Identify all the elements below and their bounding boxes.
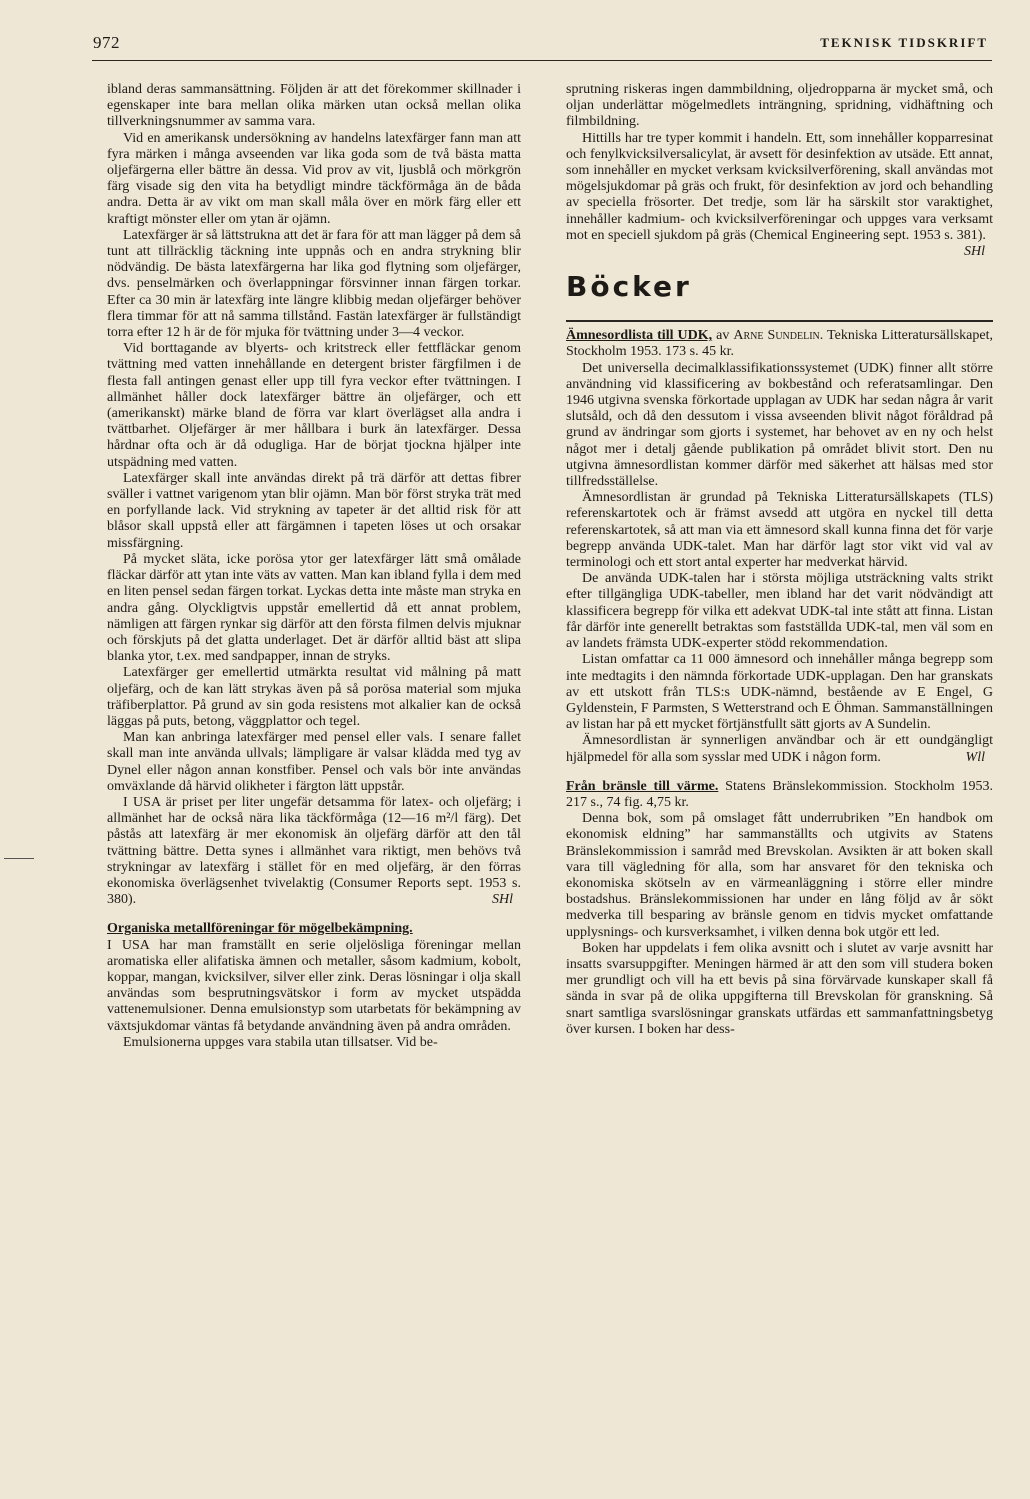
book-entry-header bbox=[566, 328, 993, 360]
section-heading: Organiska metallföreningar för mögelbekämpning. bbox=[107, 921, 413, 937]
books-divider bbox=[566, 320, 993, 322]
spacer bbox=[566, 766, 993, 779]
right-column bbox=[566, 82, 993, 1038]
page-number: 972 bbox=[93, 33, 120, 52]
paragraph: Man kan anbringa latexfärger med pensel eller vals. I senare fallet skall man inte använda ullvals; lämpligare är valsar klädda med tyg av Dynel eller någon annan konstfiber. Pensel och vals bör inte användas omväxlande då härvid olikheter i färgton lätt uppstår. bbox=[107, 730, 521, 794]
book-author: Arne Sundelin bbox=[733, 328, 820, 344]
paragraph-text: Ämnesordlistan är synnerligen användbar och är ett oundgängligt hjälpmedel för alla som sysslar med UDK i någon form. bbox=[566, 733, 993, 765]
paragraph: Boken har uppdelats i fem olika avsnitt och i slutet av varje avsnitt har insatts svarsuppgifter. Meningen härmed är att den som vill studera boken mer grundligt och vill ha ett bevis på sina förvärvade kunskaper skall få sända in svar på de olika uppgifterna till Brevskolan för granskning. Så snart samtliga svarslösningar granskats utfärdas ett sammanfattningsbetyg över kursen. I boken har dess- bbox=[566, 940, 993, 1037]
paragraph: I USA har man framställt en serie oljelösliga föreningar mellan aromatiska eller alifatiska ämnen och metaller, såsom kadmium, kobolt, koppar, mangan, kvicksilver, silver eller zink. Deras lösningar i olja skall användas som besprutningsvätskor i form av mycket utspädda vattenemulsioner. Denna emulsionstyp som utarbetats för bekämpning av växtsjukdomar väntas få betydande användning även på andra områden. bbox=[107, 937, 521, 1034]
author-signature: Wll bbox=[965, 749, 985, 765]
book-by: av bbox=[712, 328, 734, 344]
books-section-heading: Böcker bbox=[566, 270, 692, 304]
paragraph: Denna bok, som på omslaget fått underrubriken ”En handbok om ekonomisk eldning” har sammanställts och utgivits av Statens Bränslekommission i samråd med Brevskolan. Avsikten är att boken skall vara till vägledning för alla, som har ansvaret för den tekniska och ekonomiska skötseln av en värmeanläggning i större eller mindre bostadshus. Bränslekommissionen har under en lång följd av år sökt medverka till besparing av bränsle genom en tidvis mycket omfattande upplysnings- och kursverksamhet, i vilken denna bok utgör ett led. bbox=[566, 811, 993, 940]
book-publication: Statens Bränslekommission. Stockholm 1953. 217 s., 74 fig. 4,75 kr. bbox=[566, 778, 993, 810]
author-signature: SHl bbox=[964, 244, 985, 260]
paragraph: Emulsionerna uppges vara stabila utan tillsatser. Vid be- bbox=[123, 1034, 438, 1050]
paragraph: Ämnesordlistan är grundad på Tekniska Litteratursällskapets (TLS) referenskartotek och är främst avsedd att utgöra en nyckel till detta referenskartotek, så att man via ett ämnesord skall kunna finna det för varje begrepp använda UDK-talet. Man har därför lagt stor vikt vid val av terminologi och ett stort antal experter har medverkat härvid. bbox=[566, 490, 993, 571]
paragraph bbox=[566, 733, 993, 765]
paragraph bbox=[566, 130, 993, 260]
paragraph: Det universella decimalklassifikationssystemet (UDK) finner allt större användning vid klassificering av bokbestånd och referatsamlingar. Den 1946 utgivna svenska förkortade upplagan av UDK har sedan några år varit slutsåld, och då den dessutom i vissa avseenden blivit något föråldrad på grund av ändringar som gjorts i systemet, har behovet av en ny och helst något mer i detalj gående publikation på området blivit stort. Den nu utgivna ämnesordlistan kommer därför med säkerhet att hälsas med stor tillfredsställelse. bbox=[566, 360, 993, 490]
section-heading-paragraph bbox=[107, 921, 521, 937]
journal-title: TEKNISK TIDSKRIFT bbox=[820, 35, 988, 50]
paragraph-text: Hittills har tre typer kommit i handeln. Ett, som innehåller kopparresinat och fenylkvicksilversalicylat, är avsett för desinfektion av utsäde. Ett annat, som innehåller en mycket verksam kvicksilverförening, skall användas mot mögelsjukdomar på gräs och frukt, för desinfektion av jord och behandling av speciella frösorter. Det tredje, som lär ha särskilt stor varaktighet, innehåller kadmium- och kvicksilverföreningar och uppges vara verksamt mot en speciell sjukdom på gräs (Chemical Engineering sept. 1953 s. 381). bbox=[566, 130, 993, 243]
paragraph: Vid borttagande av blyerts- och kritstreck eller fettfläckar genom tvättning med vatten innehållande en detergent brister färgfilmen i de flesta fall antingen genast eller upp till fyra veckor efter tvättningen. I allmänhet håller dock latexfärger bättre än oljefärger, och ett (amerikanskt) märke bland de förra var klart överlägset alla andra i tvättbarhet. Oljefärger är mer hållbara i burk än latexfärger. Dessa hårdnar ofta och är då odugliga. Har de börjat tjockna hjälper inte utspädning med vatten. bbox=[107, 341, 521, 470]
paragraph-text: I USA är priset per liter ungefär detsamma för latex- och oljefärg; i allmänhet har de också nära lika täckförmåga (12—16 m²/l färg). Det påstås att latexfärg är mer ekonomisk än oljefärg därför att den tål tvättning bättre. Detta synes i allmänhet vara riktigt, men behövs två strykningar av latexfärg i stället för en med oljefärg, är den förras ekonomiska överlägsenhet tvivelaktig (Consumer Reports sept. 1953 s. 380). bbox=[107, 794, 521, 908]
paragraph bbox=[107, 795, 521, 908]
header-divider bbox=[92, 60, 992, 61]
paragraph: De använda UDK-talen har i största möjliga utsträckning valts strikt efter tillgängliga UDK-tabeller, men ibland har det varit nödvändigt att klassificera begrepp för vilka ett adekvat UDK-tal inte stått att finna. Listan får därför inte generellt betraktas som fastställda UDK-tal, men väl som en av landets främsta UDK-experter stödd rekommendation. bbox=[566, 571, 993, 652]
paragraph: På mycket släta, icke porösa ytor ger latexfärger lätt små omålade fläckar därför att ytan inte väts av vatten. Man kan ibland fylla i dem med en liten pensel sedan färgen torkat. Lyckas detta inte måste man stryka en andra gång. Olyckligtvis uppstår emellertid då ett annat problem, nämligen att färgen rynkar sig därför att den första filmen delvis mjuknar och förskjuts på det glatta underlaget. Det är därför alltid bäst att slipa blanka ytor, t.ex. med sandpapper, innan de stryks. bbox=[107, 551, 521, 665]
book-publication: . Tekniska Litteratursällskapet, Stockholm 1953. 173 s. 45 kr. bbox=[566, 328, 993, 360]
paragraph: Latexfärger skall inte användas direkt på trä därför att dettas fibrer sväller i vattnet varigenom ytan blir ojämn. Man bör först stryka trät med en porfyllande lack. Vid strykning av tapeter är det alltid risk för att blåsor skall uppstå eller att färgämnen i tapeten löses ut och orsakar missfärgning. bbox=[107, 470, 521, 551]
paragraph: sprutning riskeras ingen dammbildning, oljedropparna är mycket små, och oljan underlättar mögelmedlets inträngning, spridning, vidhäftning och filmbildning. bbox=[566, 82, 993, 130]
author-signature: SHl bbox=[492, 892, 513, 908]
paragraph: Latexfärger ger emellertid utmärkta resultat vid målning på matt oljefärg, och de kan lätt strykas även på så porösa material som mjuka träfiberplattor. På grund av sin goda resistens mot alkalier kan de också läggas på puts, betong, väggplattor och tegel. bbox=[107, 665, 521, 729]
margin-mark bbox=[4, 858, 34, 859]
paragraph: ibland deras sammansättning. Följden är att det förekommer skillnader i egenskaper inte bara mellan olika märken utan också mellan olika tillverkningsnummer av samma vara. bbox=[107, 82, 521, 130]
spacer bbox=[107, 908, 521, 921]
book-entry-header bbox=[566, 779, 993, 811]
book-title: Ämnesordlista till UDK, bbox=[566, 328, 713, 344]
paragraph: Latexfärger är så lättstrukna att det är fara för att man lägger på dem så tunt att tillräcklig täckning inte uppnås och en andra strykning blir nödvändig. De bästa latexfärgerna har lika god flytning som oljefärger, dvs. penselmärken och överlappningar försvinner innan färgen torkar. Efter ca 30 min är latexfärg inte längre klibbig medan oljefärger behöver flera timmar för att nå samma tillstånd. Fastän latexfärger är fullständigt torra efter 12 h är de för mjuka för tvättning under 3—4 veckor. bbox=[107, 227, 521, 341]
left-column bbox=[107, 82, 521, 1051]
book-title: Från bränsle till värme. bbox=[566, 778, 719, 794]
paragraph: Vid en amerikansk undersökning av handelns latexfärger fann man att fyra märken i många avseenden var lika goda som de två bästa matta oljefärgerna eller bättre än dessa. Vid prov av vit, ljusblå och mörkgrön färg visade sig den vita ha betydligt mindre täckförmåga än de båda andra. Detta är av vikt om man skall måla över en mörk färg eller ett kraftigt mönster eller om ytan är ojämn. bbox=[107, 130, 521, 227]
paragraph: Listan omfattar ca 11 000 ämnesord och innehåller många begrepp som inte medtagits i den nämnda förkortade UDK-upplagan. Den har granskats av ett utskott från TLS:s UDK-nämnd, bestående av E Engel, G Gyldenstein, F Parmsten, S Wetterstrand och E Öhman. Sammanställningen av listan har på ett mycket förtjänstfullt sätt gjorts av A Sundelin. bbox=[566, 652, 993, 733]
